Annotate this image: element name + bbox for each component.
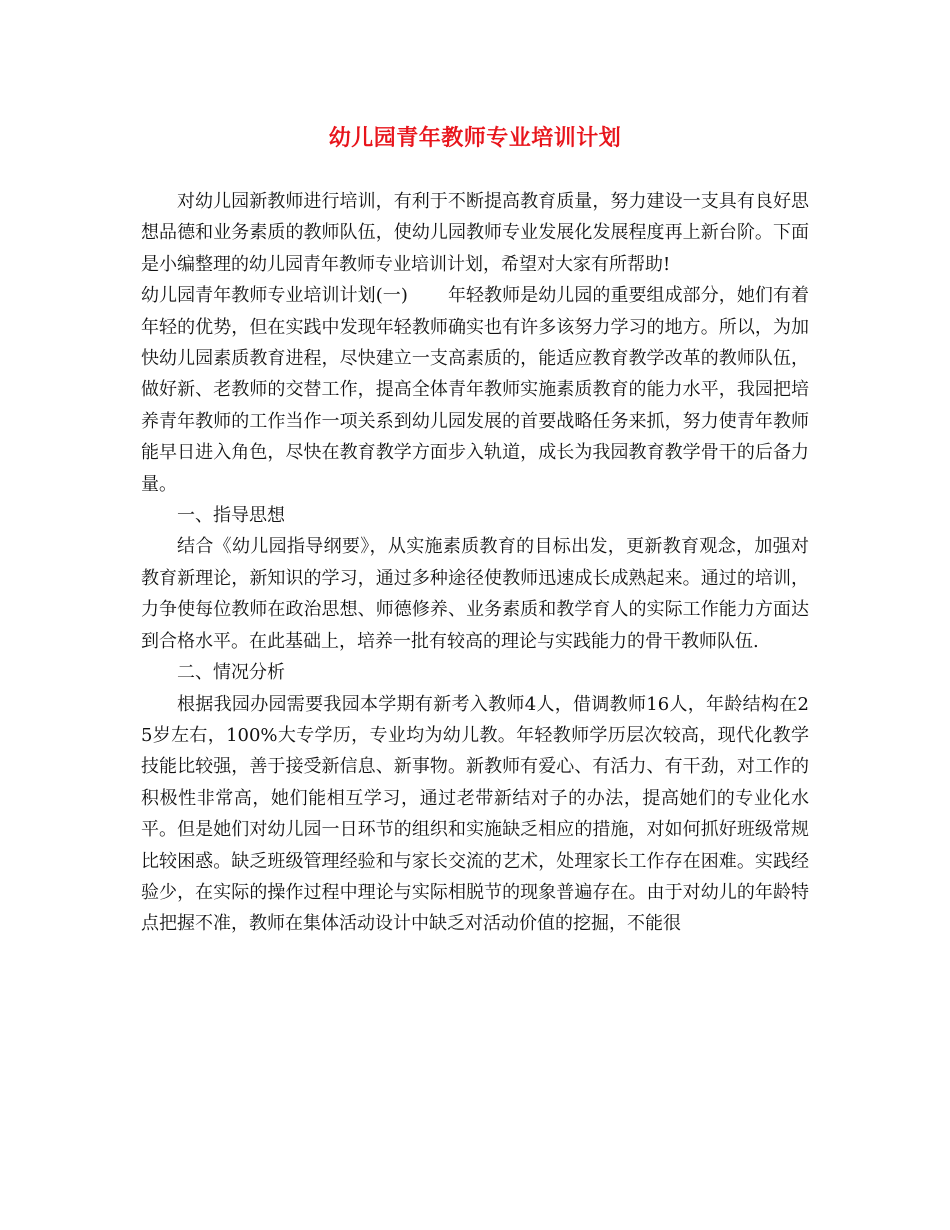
section-body-situation-analysis: 根据我园办园需要我园本学期有新考入教师4人，借调教师16人，年龄结构在25岁左右，100%大专学历，专业均为幼儿教。年轻教师学历层次较高，现代化教学技能比较强，善于接受新信息、新事物。新教师有爱心、有活力、有干劲，对工作的积极性非常高，她们能相互学习，通过老带新结对子的办法，提高她们的专业化水平。但是她们对幼儿园一日环节的组织和实施缺乏相应的措施，对如何抓好班级常规比较困惑。缺乏班级管理经验和与家长交流的艺术，处理家长工作存在困难。实践经验少，在实际的操作过程中理论与实际相脱节的现象普遍存在。由于对幼儿的年龄特点把握不准，教师在集体活动设计中缺乏对活动价值的挖掘，不能很 <box>141 693 809 935</box>
intro-paragraph: 对幼儿园新教师进行培训，有利于不断提高教育质量，努力建设一支具有良好思想品德和业务素质的教师队伍，使幼儿园教师专业发展化发展程度再上新台阶。下面是小编整理的幼儿园青年教师专业培训计划，希望对大家有所帮助! <box>141 191 809 275</box>
document-title: 幼儿园青年教师专业培训计划 <box>328 125 622 151</box>
section-body-guiding-ideology: 结合《幼儿园指导纲要》，从实施素质教育的目标出发，更新教育观念，加强对教育新理论，新知识的学习，通过多种途径使教师迅速成长成熟起来。通过的培训，力争使每位教师在政治思想、师德修养、业务素质和教学育人的实际工作能力方面达到合格水平。在此基础上，培养一批有较高的理论与实践能力的骨干教师队伍. <box>141 536 809 652</box>
plan-heading: 幼儿园青年教师专业培训计划(一) <box>141 285 408 307</box>
plan-paragraph <box>141 280 809 500</box>
plan-body: 年轻教师是幼儿园的重要组成部分，她们有着年轻的优势，但在实践中发现年轻教师确实也有许多该努力学习的地方。所以，为加快幼儿园素质教育进程，尽快建立一支高素质的，能适应教育教学改革的教师队伍，做好新、老教师的交替工作，提高全体青年教师实施素质教育的能力水平，我园把培养青年教师的工作当作一项关系到幼儿园发展的首要战略任务来抓，努力使青年教师能早日进入角色，尽快在教育教学方面步入轨道，成长为我园教育教学骨干的后备力量。 <box>141 285 810 495</box>
section-heading-guiding-ideology: 一、指导思想 <box>177 505 285 527</box>
document-body <box>141 186 809 940</box>
section-heading-situation-analysis: 二、情况分析 <box>177 662 285 684</box>
